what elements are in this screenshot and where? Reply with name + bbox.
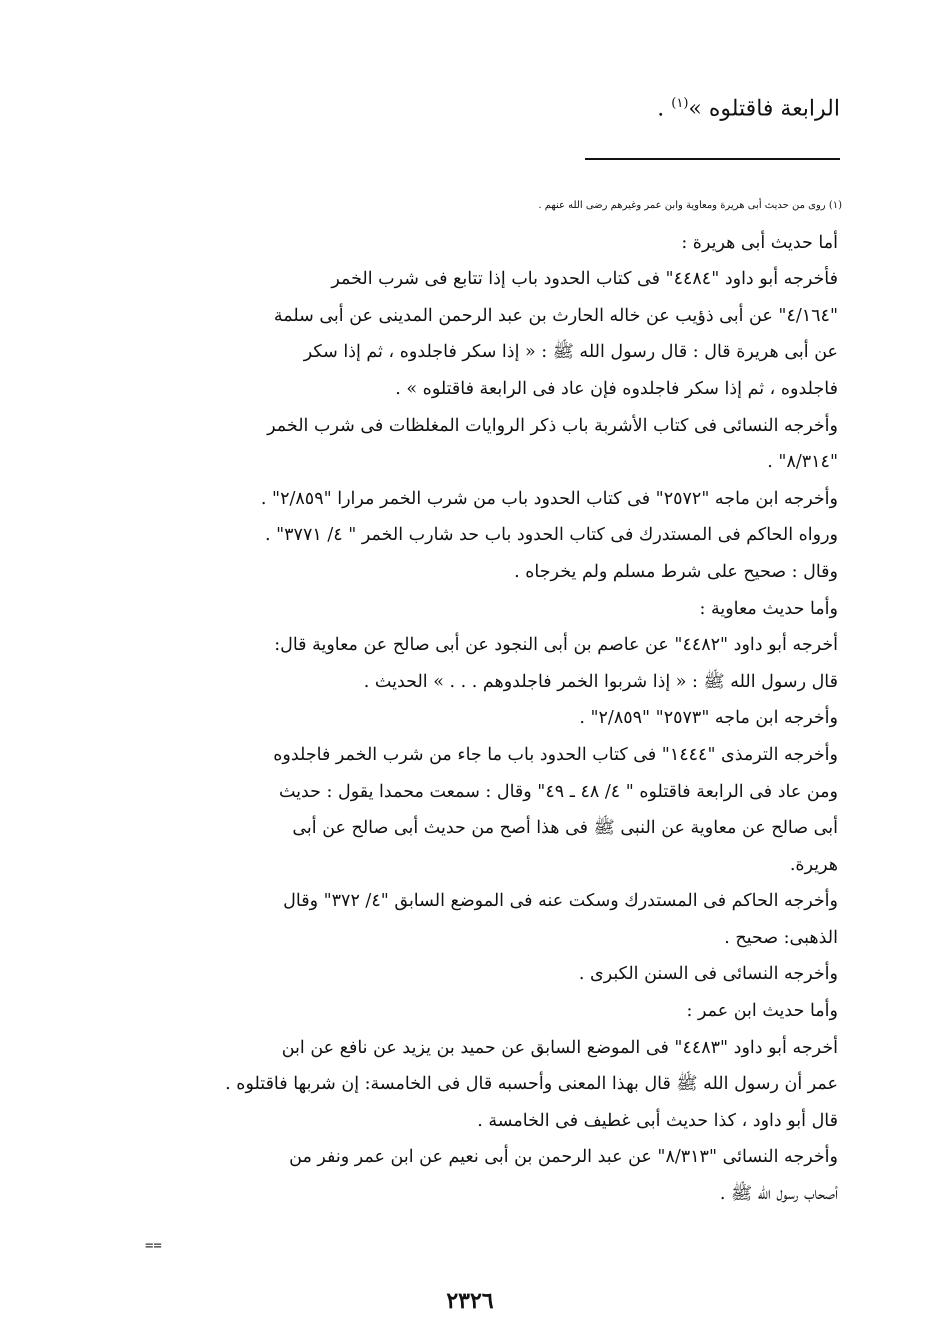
footnote-text: روى من حديث أبى هريرة ومعاوية وابن عمر وغيرهم رضى الله عنهم .	[538, 200, 826, 211]
footnote-line: ورواه الحاكم فى المستدرك فى كتاب الحدود باب حد شارب الخمر " ٤/ ٣٧٧١" .	[264, 525, 838, 546]
footnote-line: ومن عاد فى الرابعة فاقتلوه " ٤/ ٤٨ ـ ٤٩" وقال : سمعت محمدا يقول : حديث	[278, 781, 838, 802]
footnote-line: وأخرجه النسائى فى كتاب الأشربة باب ذكر الروايات المغلظات فى شرب الخمر	[267, 415, 838, 436]
footnote-line: وأخرجه الترمذى "١٤٤٤" فى كتاب الحدود باب ما جاء من شرب الخمر فاجلدوه	[273, 744, 838, 765]
footnote-number: (١)	[828, 200, 842, 211]
main-text: الرابعة فاقتلوه »	[688, 96, 840, 122]
footnote-line: وأخرجه الحاكم فى المستدرك وسكت عنه فى الموضع السابق "٤/ ٣٧٢" وقال	[283, 891, 838, 912]
footnote-line: وأما حديث ابن عمر :	[686, 1001, 838, 1022]
footnote-line: "٨/٣١٤" .	[767, 452, 838, 473]
continuation-mark: ==	[145, 1238, 162, 1254]
footnote-separator	[585, 158, 840, 160]
footnote-line: أبى صالح عن معاوية عن النبى ﷺ فى هذا أصح من حديث أبى صالح عن أبى	[292, 818, 838, 839]
footnote-line: عن أبى هريرة قال : قال رسول الله ﷺ : « إذا سكر فاجلدوه ، ثم إذا سكر	[303, 342, 838, 363]
footnote-line: عمر أن رسول الله ﷺ قال بهذا المعنى وأحسبه قال فى الخامسة: إن شربها فاقتلوه .	[225, 1074, 838, 1095]
footnote-line: فاجلدوه ، ثم إذا سكر فاجلدوه فإن عاد فى الرابعة فاقتلوه » .	[395, 378, 838, 399]
main-text-line	[120, 88, 840, 125]
footnote-line: أخرجه أبو داود "٤٤٨٣" فى الموضع السابق عن حميد بن يزيد عن نافع عن ابن	[281, 1037, 838, 1058]
footnote-line: وأخرجه النسائى فى السنن الكبرى .	[578, 964, 838, 985]
footnote-line: وقال : صحيح على شرط مسلم ولم يخرجاه .	[514, 561, 838, 582]
footnote-line: قال أبو داود ، كذا حديث أبى غطيف فى الخامسة .	[477, 1110, 838, 1131]
footnote-line: وأما حديث معاوية :	[699, 598, 838, 619]
footnote-line: أما حديث أبى هريرة :	[681, 232, 838, 253]
footnote-line: أصحاب رسول الله ﷺ .	[719, 1184, 838, 1205]
footnote-line: أخرجه أبو داود "٤٤٨٢" عن عاصم بن أبى النجود عن أبى صالح عن معاوية قال:	[274, 635, 838, 656]
footnote-reference: (١)	[671, 96, 689, 111]
footnote-line: قال رسول الله ﷺ : « إذا شربوا الخمر فاجلدوهم . . . » الحديث .	[363, 671, 838, 692]
footnote-line: هريرة.	[789, 854, 838, 875]
footnote-line: وأخرجه ابن ماجه "٢٥٧٣" "٢/٨٥٩" .	[579, 708, 838, 729]
footnote-line: الذهبى: صحيح .	[724, 927, 838, 948]
footnote-line: "٤/١٦٤" عن أبى ذؤيب عن خاله الحارث بن عبد الرحمن المدينى عن أبى سلمة	[273, 305, 838, 326]
main-text-tail: .	[657, 96, 672, 122]
footnote-line: وأخرجه النسائى "٨/٣١٣" عن عبد الرحمن بن أبى نعيم عن ابن عمر ونفر من	[289, 1147, 838, 1168]
footnote-line: فأخرجه أبو داود "٤٤٨٤" فى كتاب الحدود باب إذا تتابع فى شرب الخمر	[331, 269, 838, 290]
footnote-line: وأخرجه ابن ماجه "٢٥٧٢" فى كتاب الحدود باب من شرب الخمر مرارا "٢/٨٥٩" .	[260, 488, 838, 509]
page-number: ٢٣٢٦	[446, 1288, 494, 1314]
footnote-line	[132, 188, 842, 225]
footnote-block	[132, 188, 842, 1213]
